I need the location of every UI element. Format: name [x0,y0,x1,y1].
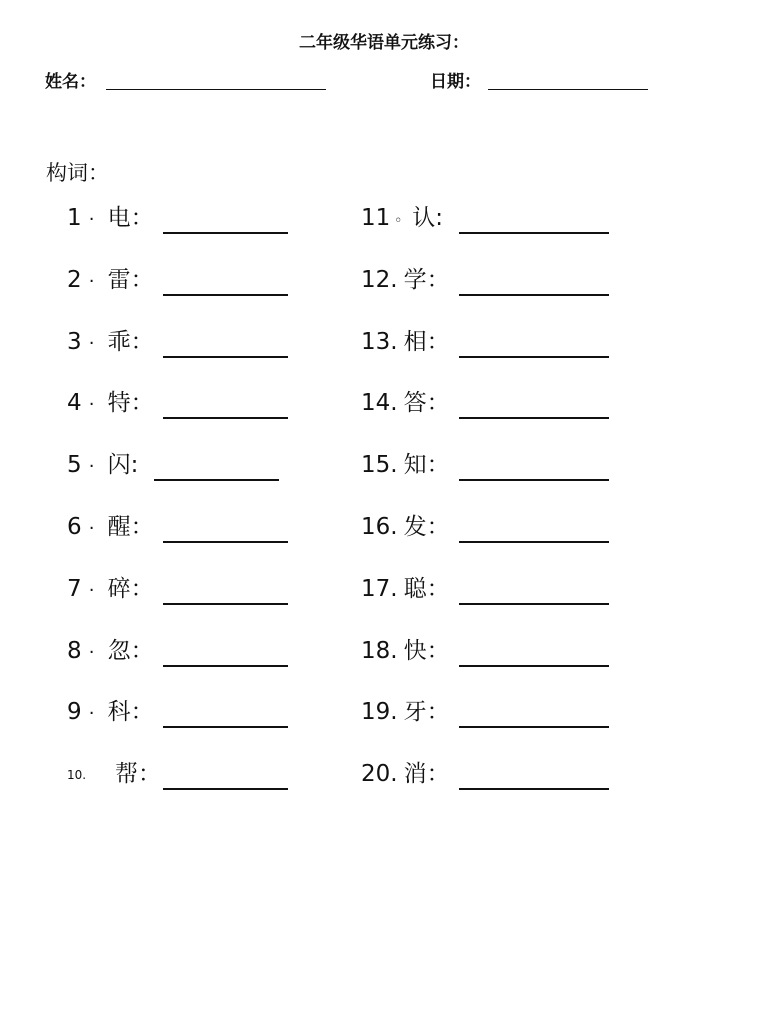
name-label: 姓名： [45,72,96,92]
item-separator: · [88,518,95,539]
exercise-item [67,574,154,606]
item-number: 4 [67,390,82,417]
item-separator: ◦ [394,213,403,229]
item-separator: · [88,641,95,663]
exercise-item [361,512,450,542]
exercise-item [67,203,154,235]
exercise-item [361,759,450,789]
item-number: 17. [361,575,398,602]
item-number: 14. [361,390,398,417]
item-number: 8 [67,637,82,664]
exercise-item [67,697,154,729]
item-character: 知： [403,452,450,479]
section-label: 构词： [46,161,109,185]
worksheet-title: 二年级华语单元练习： [299,33,469,53]
exercise-item [67,512,154,544]
item-number: 6 [67,514,82,540]
item-character: 科： [107,699,154,726]
item-number: 1 [67,205,82,231]
item-character: 认: [412,205,444,231]
item-character: 闪: [107,452,139,479]
item-separator: · [88,394,95,416]
exercise-item [67,327,154,359]
exercise-item [67,759,161,790]
exercise-item [361,450,450,480]
item-separator: · [88,332,95,354]
item-character: 快： [403,637,450,664]
item-number: 11 [361,205,391,231]
item-character: 雷： [107,266,154,293]
item-separator: · [88,703,95,725]
item-separator: · [88,579,95,601]
item-number: 2 [67,266,82,293]
answer-blank[interactable] [459,665,609,667]
item-character: 帮： [115,761,161,788]
exercise-item [361,203,443,236]
answer-blank[interactable] [459,232,609,234]
item-number: 18. [361,637,398,664]
answer-blank[interactable] [163,788,288,790]
answer-blank[interactable] [459,294,609,296]
exercise-item [361,265,450,295]
item-character: 电： [107,205,154,231]
answer-blank[interactable] [459,788,609,790]
answer-blank[interactable] [163,356,288,358]
name-blank-line[interactable] [106,89,326,90]
exercise-item [361,697,450,727]
answer-blank[interactable] [163,665,288,667]
item-character: 学： [403,266,450,293]
date-blank-line[interactable] [488,89,648,90]
exercise-item [361,327,450,357]
item-character: 聪： [403,575,450,602]
exercise-item [67,450,138,482]
answer-blank[interactable] [459,603,609,605]
item-character: 相： [403,328,450,355]
answer-blank[interactable] [459,541,609,543]
item-character: 碎： [107,575,154,602]
item-separator: · [88,270,95,292]
item-number: 10. [67,767,87,782]
answer-blank[interactable] [163,603,288,605]
answer-blank[interactable] [459,356,609,358]
item-number: 7 [67,575,82,602]
answer-blank[interactable] [163,417,288,419]
item-separator: · [88,456,95,478]
answer-blank[interactable] [154,479,279,481]
answer-blank[interactable] [163,541,288,543]
answer-blank[interactable] [163,726,288,728]
item-character: 牙： [403,699,450,726]
item-number: 16. [361,514,398,540]
item-number: 9 [67,699,82,726]
item-number: 5 [67,452,82,479]
item-character: 消： [403,761,450,788]
answer-blank[interactable] [459,479,609,481]
answer-blank[interactable] [163,294,288,296]
exercise-item [361,636,450,666]
item-character: 醒： [107,514,154,540]
item-character: 特： [107,390,154,417]
item-separator: · [88,209,95,230]
item-number: 15. [361,452,398,479]
date-label: 日期： [430,72,481,92]
item-character: 忽： [107,637,154,664]
exercise-item [67,388,154,420]
item-number: 19. [361,699,398,726]
item-number: 3 [67,328,82,355]
exercise-item [67,636,154,668]
item-number: 20. [361,761,398,788]
exercise-item [67,265,154,297]
item-character: 乖： [107,328,154,355]
item-number: 12. [361,266,398,293]
item-character: 发： [403,514,450,540]
item-number: 13. [361,328,398,355]
exercise-item [361,574,450,604]
answer-blank[interactable] [459,417,609,419]
answer-blank[interactable] [163,232,288,234]
answer-blank[interactable] [459,726,609,728]
item-character: 答： [403,390,450,417]
exercise-item [361,388,450,418]
